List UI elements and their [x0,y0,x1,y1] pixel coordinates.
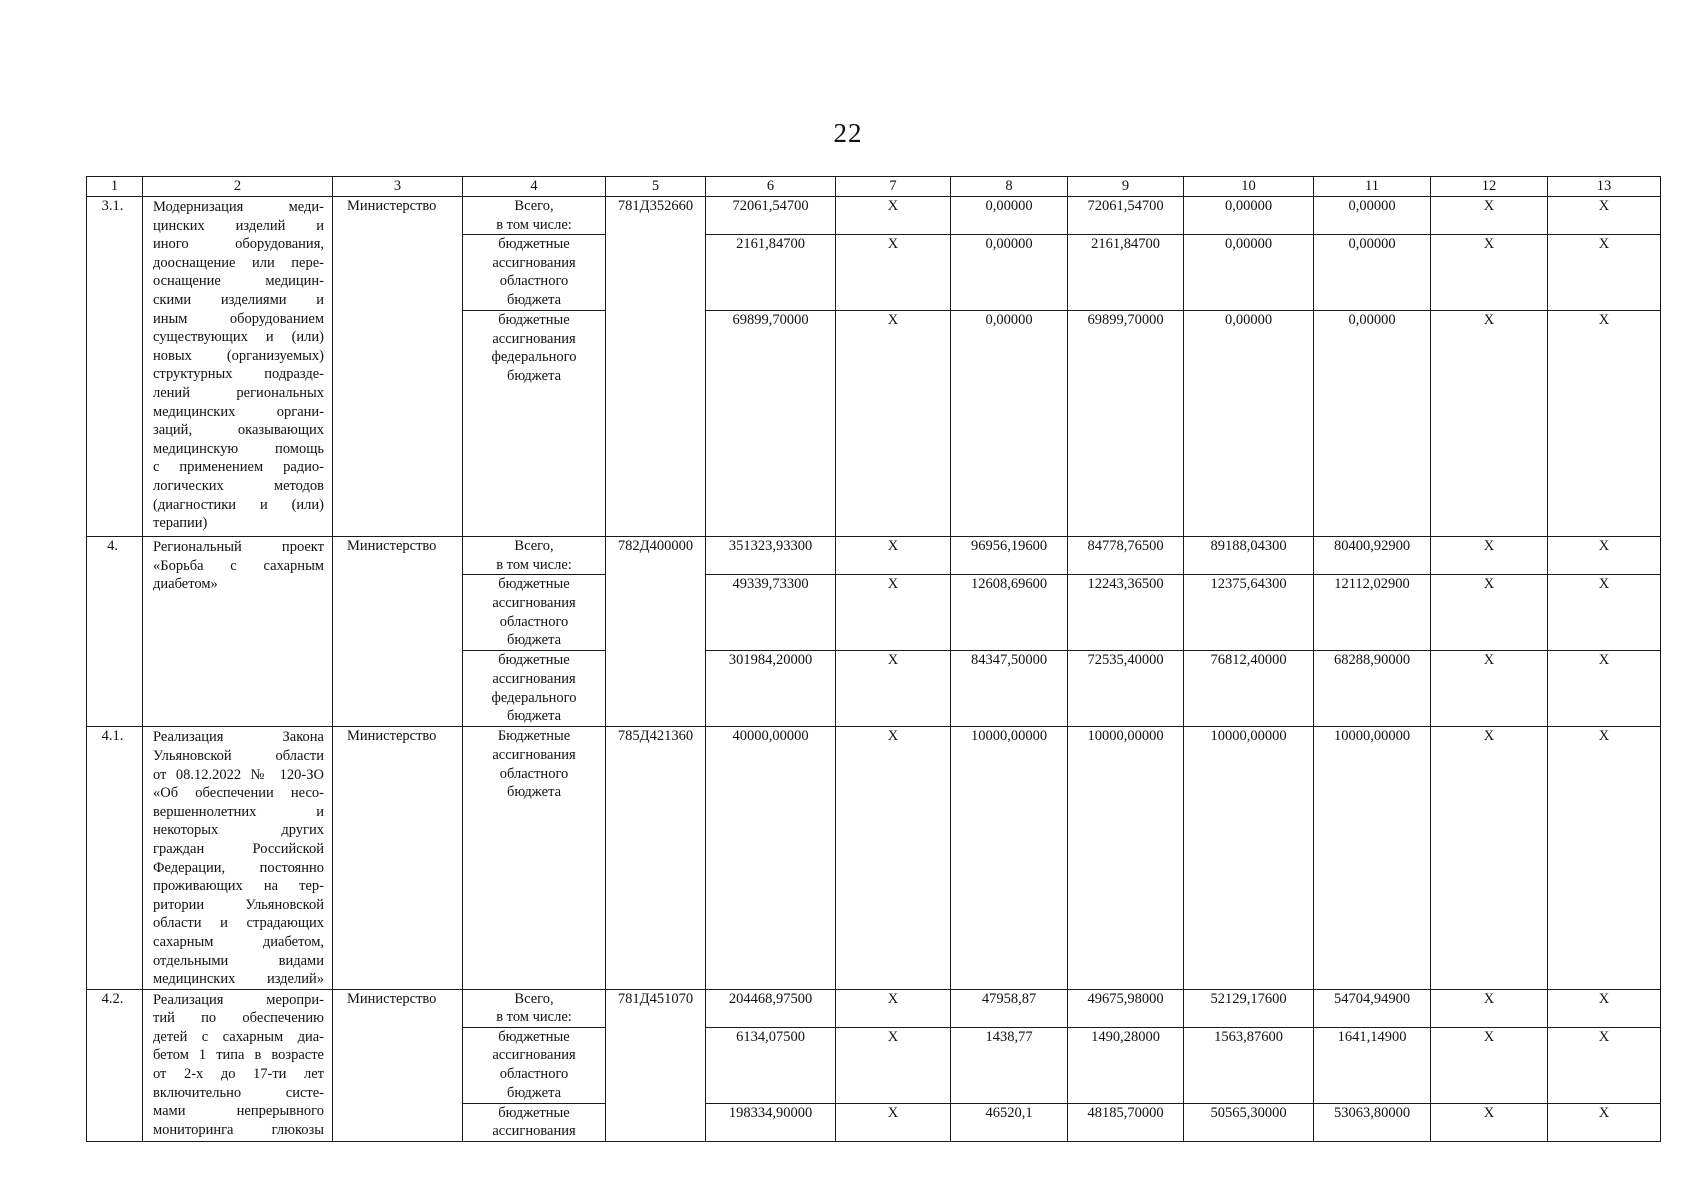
value-cell: 48185,70000 [1068,1103,1184,1141]
item-name-line: от 08.12.2022 № 120-ЗО [153,766,324,783]
value-cell: 72061,54700 [706,197,836,235]
budget-table [86,176,1661,1142]
row-number: 4.1. [87,727,143,989]
item-name-line: (диагностики и (или) [153,496,324,513]
item-name-line: некоторых других [153,822,324,839]
funding-source: Всего, в том числе: [463,197,606,235]
value-cell: 76812,40000 [1184,651,1314,727]
item-name-line: мониторинга глюкозы [153,1121,324,1138]
item-name-line: медицинскую помощь [153,440,324,457]
item-name-line: ритории Ульяновской [153,896,324,913]
item-name-line: с применением радио- [153,459,324,476]
item-name-line: Федерации, постоянно [153,859,324,876]
item-name-line: иного оборудования, [153,236,324,253]
item-name-line: скими изделиями и [153,291,324,308]
value-cell: 12243,36500 [1068,575,1184,651]
header-cell: 9 [1068,177,1184,197]
value-cell: 0,00000 [951,235,1068,311]
item-name-line: включительно систе- [153,1084,324,1101]
value-cell: X [836,235,951,311]
header-cell: 4 [463,177,606,197]
value-cell: 0,00000 [1314,235,1431,311]
header-cell: 10 [1184,177,1314,197]
value-cell: X [1548,537,1661,575]
value-cell: 0,00000 [1184,235,1314,311]
value-cell: 6134,07500 [706,1027,836,1103]
value-cell: X [1431,235,1548,311]
item-name-line: дооснащение или пере- [153,254,324,271]
item-name-line: новых (организуемых) [153,347,324,364]
value-cell: 47958,87 [951,989,1068,1027]
item-name-line: «Об обеспечении несо- [153,785,324,802]
value-cell: 2161,84700 [706,235,836,311]
item-name-line: проживающих на тер- [153,878,324,895]
value-cell: 0,00000 [1314,311,1431,537]
funding-source: Всего, в том числе: [463,989,606,1027]
value-cell: 204468,97500 [706,989,836,1027]
value-cell: 49339,73300 [706,575,836,651]
item-name-line: граждан Российской [153,840,324,857]
item-name-line: вершеннолетних и [153,803,324,820]
table-row [87,727,1661,989]
funding-source: бюджетные ассигнования областного бюджета [463,235,606,311]
item-name [143,197,333,537]
header-cell: 11 [1314,177,1431,197]
item-name-line: терапии) [153,515,208,532]
row-number: 4. [87,537,143,727]
value-cell: 69899,70000 [706,311,836,537]
row-number: 4.2. [87,989,143,1141]
value-cell: X [836,197,951,235]
item-name-line: бетом 1 типа в возрасте [153,1047,324,1064]
value-cell: 0,00000 [1184,197,1314,235]
item-name [143,727,333,989]
value-cell: 10000,00000 [1068,727,1184,989]
value-cell: X [1431,727,1548,989]
value-cell: X [1548,1103,1661,1141]
value-cell: 0,00000 [1314,197,1431,235]
value-cell: X [836,727,951,989]
value-cell: 2161,84700 [1068,235,1184,311]
executor: Министерство [333,197,463,537]
item-name-line: мами непрерывного [153,1103,324,1120]
funding-source: бюджетные ассигнования [463,1103,606,1141]
value-cell: X [1431,1027,1548,1103]
header-cell: 12 [1431,177,1548,197]
value-cell: X [1548,311,1661,537]
item-name-line: Реализация Закона [153,729,324,746]
item-name-line: тий по обеспечению [153,1010,324,1027]
value-cell: 0,00000 [951,311,1068,537]
item-name-line: от 2-х до 17-ти лет [153,1066,324,1083]
item-name-line: Модернизация меди- [153,199,324,215]
budget-code: 781Д451070 [606,989,706,1141]
executor: Министерство [333,727,463,989]
value-cell: X [836,1103,951,1141]
table-row [87,989,1661,1027]
value-cell: X [836,311,951,537]
budget-code: 782Д400000 [606,537,706,727]
row-number: 3.1. [87,197,143,537]
item-name-line: оснащение медицин- [153,273,324,290]
value-cell: 1438,77 [951,1027,1068,1103]
value-cell: 69899,70000 [1068,311,1184,537]
value-cell: 12112,02900 [1314,575,1431,651]
funding-source: бюджетные ассигнования федерального бюджета [463,311,606,537]
value-cell: 198334,90000 [706,1103,836,1141]
value-cell: X [836,651,951,727]
value-cell: 72061,54700 [1068,197,1184,235]
item-name-line: Региональный проект [153,539,324,556]
item-name-line: цинских изделий и [153,217,324,234]
budget-code: 781Д352660 [606,197,706,537]
header-cell: 3 [333,177,463,197]
value-cell: 72535,40000 [1068,651,1184,727]
header-cell: 5 [606,177,706,197]
value-cell: X [1431,311,1548,537]
value-cell: 12375,64300 [1184,575,1314,651]
value-cell: 54704,94900 [1314,989,1431,1027]
header-cell: 8 [951,177,1068,197]
value-cell: X [1431,197,1548,235]
value-cell: 10000,00000 [951,727,1068,989]
value-cell: 1563,87600 [1184,1027,1314,1103]
value-cell: 84778,76500 [1068,537,1184,575]
value-cell: 80400,92900 [1314,537,1431,575]
header-cell: 7 [836,177,951,197]
item-name-line: Ульяновской области [153,747,324,764]
value-cell: X [836,989,951,1027]
value-cell: X [836,537,951,575]
value-cell: 40000,00000 [706,727,836,989]
item-name [143,989,333,1141]
header-row [87,177,1661,197]
item-name-line: сахарным диабетом, [153,933,324,950]
item-name-line: существующих и (или) [153,329,324,346]
value-cell: 49675,98000 [1068,989,1184,1027]
value-cell: X [1431,537,1548,575]
value-cell: X [1431,575,1548,651]
item-name-line: «Борьба с сахарным [153,557,324,574]
value-cell: X [836,575,951,651]
value-cell: 68288,90000 [1314,651,1431,727]
item-name-line: структурных подразде- [153,366,324,383]
value-cell: 96956,19600 [951,537,1068,575]
page-number: 22 [833,118,863,148]
value-cell: X [1431,1103,1548,1141]
funding-source: бюджетные ассигнования областного бюджета [463,575,606,651]
table-row [87,197,1661,235]
funding-source: бюджетные ассигнования областного бюджета [463,1027,606,1103]
value-cell: 301984,20000 [706,651,836,727]
header-cell: 6 [706,177,836,197]
value-cell: 0,00000 [1184,311,1314,537]
header-cell: 1 [87,177,143,197]
value-cell: 12608,69600 [951,575,1068,651]
value-cell: 52129,17600 [1184,989,1314,1027]
item-name-line: отдельными видами [153,952,324,969]
funding-source: Бюджетные ассигнования областного бюджета [463,727,606,989]
value-cell: 46520,1 [951,1103,1068,1141]
value-cell: X [1431,651,1548,727]
item-name-line: диабетом» [153,576,218,593]
budget-code: 785Д421360 [606,727,706,989]
table-row [87,537,1661,575]
value-cell: X [1548,235,1661,311]
item-name-line: лений региональных [153,384,324,401]
value-cell: 50565,30000 [1184,1103,1314,1141]
funding-source: бюджетные ассигнования федерального бюджета [463,651,606,727]
header-cell: 13 [1548,177,1661,197]
value-cell: 89188,04300 [1184,537,1314,575]
value-cell: 10000,00000 [1184,727,1314,989]
value-cell: 53063,80000 [1314,1103,1431,1141]
value-cell: X [1548,651,1661,727]
value-cell: 84347,50000 [951,651,1068,727]
item-name-line: Реализация меропри- [153,991,324,1008]
item-name-line: иным оборудованием [153,310,324,327]
value-cell: 351323,93300 [706,537,836,575]
header-cell: 2 [143,177,333,197]
value-cell: 0,00000 [951,197,1068,235]
value-cell: X [1548,989,1661,1027]
value-cell: X [1431,989,1548,1027]
value-cell: 1641,14900 [1314,1027,1431,1103]
item-name-line: медицинских органи- [153,403,324,420]
item-name-line: медицинских изделий» [153,971,324,988]
value-cell: X [1548,1027,1661,1103]
item-name-line: области и страдающих [153,915,324,932]
item-name-line: заций, оказывающих [153,422,324,439]
value-cell: X [1548,197,1661,235]
value-cell: X [836,1027,951,1103]
value-cell: X [1548,575,1661,651]
item-name-line: логических методов [153,477,324,494]
executor: Министерство [333,989,463,1141]
item-name-line: детей с сахарным диа- [153,1028,324,1045]
funding-source: Всего, в том числе: [463,537,606,575]
value-cell: 1490,28000 [1068,1027,1184,1103]
value-cell: 10000,00000 [1314,727,1431,989]
executor: Министерство [333,537,463,727]
item-name [143,537,333,727]
value-cell: X [1548,727,1661,989]
